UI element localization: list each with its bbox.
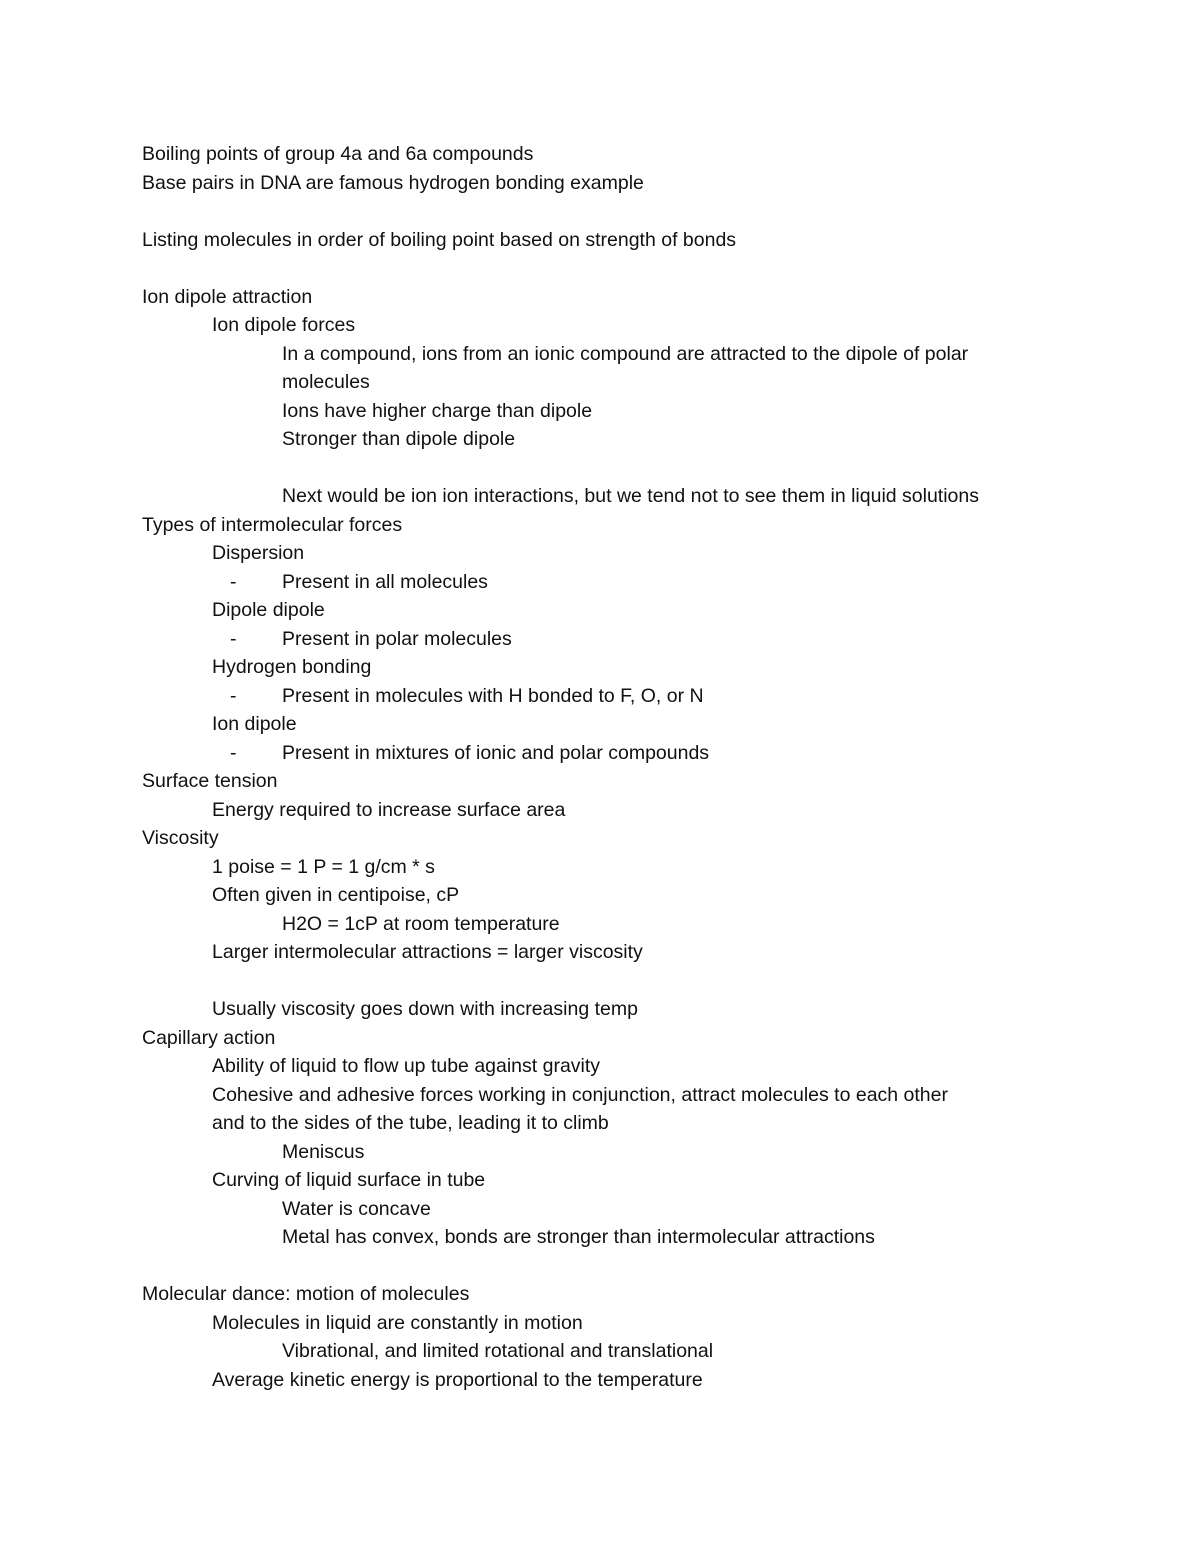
text-line: Ion dipole forces [212, 314, 356, 336]
heading-line: Boiling points of group 4a and 6a compounds [142, 143, 534, 165]
text-line: Ions have higher charge than dipole [282, 399, 593, 422]
blank-line [142, 454, 1102, 483]
text-line: Ability of liquid to flow up tube against gravity [212, 1055, 601, 1077]
heading-line: Molecular dance: motion of molecules [142, 1283, 470, 1305]
bullet-item [142, 568, 1102, 597]
heading-line: Viscosity [142, 827, 219, 849]
text-line: Meniscus [282, 1140, 365, 1163]
bullet-text: Present in all molecules [282, 570, 488, 593]
text-line: Vibrational, and limited rotational and translational [282, 1340, 714, 1362]
text-line: Curving of liquid surface in tube [212, 1169, 486, 1191]
heading-line: Surface tension [142, 770, 278, 792]
heading-line: Base pairs in DNA are famous hydrogen bonding example [142, 171, 644, 194]
text-line: Energy required to increase surface area [212, 798, 566, 821]
text-line: molecules [282, 371, 370, 393]
blank-line [142, 1252, 1102, 1281]
bullet-text: Present in polar molecules [282, 627, 512, 650]
heading-line: Types of intermolecular forces [142, 513, 403, 536]
blank-line [142, 197, 1102, 226]
text-line: Molecules in liquid are constantly in motion [212, 1311, 583, 1334]
text-line: Larger intermolecular attractions = larger viscosity [212, 941, 643, 963]
bullet-text: Present in molecules with H bonded to F, O, or N [282, 684, 704, 707]
blank-line [142, 967, 1102, 996]
bullet-item [142, 739, 1102, 768]
text-line: and to the sides of the tube, leading it to climb [212, 1112, 609, 1134]
text-line: Usually viscosity goes down with increasing temp [212, 998, 638, 1020]
text-line: Cohesive and adhesive forces working in conjunction, attract molecules to each other [212, 1083, 948, 1106]
bullet-item [142, 625, 1102, 654]
bullet-dash: - [230, 684, 237, 707]
text-line: Often given in centipoise, cP [212, 884, 460, 906]
text-line: Dispersion [212, 542, 305, 564]
text-line: In a compound, ions from an ionic compound are attracted to the dipole of polar [282, 342, 969, 365]
text-line: Dipole dipole [212, 599, 325, 621]
heading-line: Capillary action [142, 1026, 276, 1049]
blank-line [142, 254, 1102, 283]
heading-line: Listing molecules in order of boiling point based on strength of bonds [142, 228, 737, 251]
bullet-text: Present in mixtures of ionic and polar compounds [282, 741, 710, 764]
text-line: Water is concave [282, 1197, 431, 1220]
text-line: Average kinetic energy is proportional to the temperature [212, 1368, 703, 1391]
text-line: Ion dipole [212, 713, 297, 735]
bullet-item [142, 682, 1102, 711]
heading-line: Ion dipole attraction [142, 285, 313, 308]
text-line: Metal has convex, bonds are stronger than intermolecular attractions [282, 1226, 875, 1248]
bullet-dash: - [230, 570, 237, 593]
text-line: 1 poise = 1 P = 1 g/cm * s [212, 855, 435, 878]
document-body [142, 140, 1102, 1394]
text-line: Stronger than dipole dipole [282, 428, 516, 450]
bullet-dash: - [230, 741, 237, 764]
text-line: Hydrogen bonding [212, 656, 372, 678]
text-line: H2O = 1cP at room temperature [282, 912, 560, 935]
text-line: Next would be ion ion interactions, but we tend not to see them in liquid solutions [282, 485, 980, 507]
bullet-dash: - [230, 627, 237, 650]
